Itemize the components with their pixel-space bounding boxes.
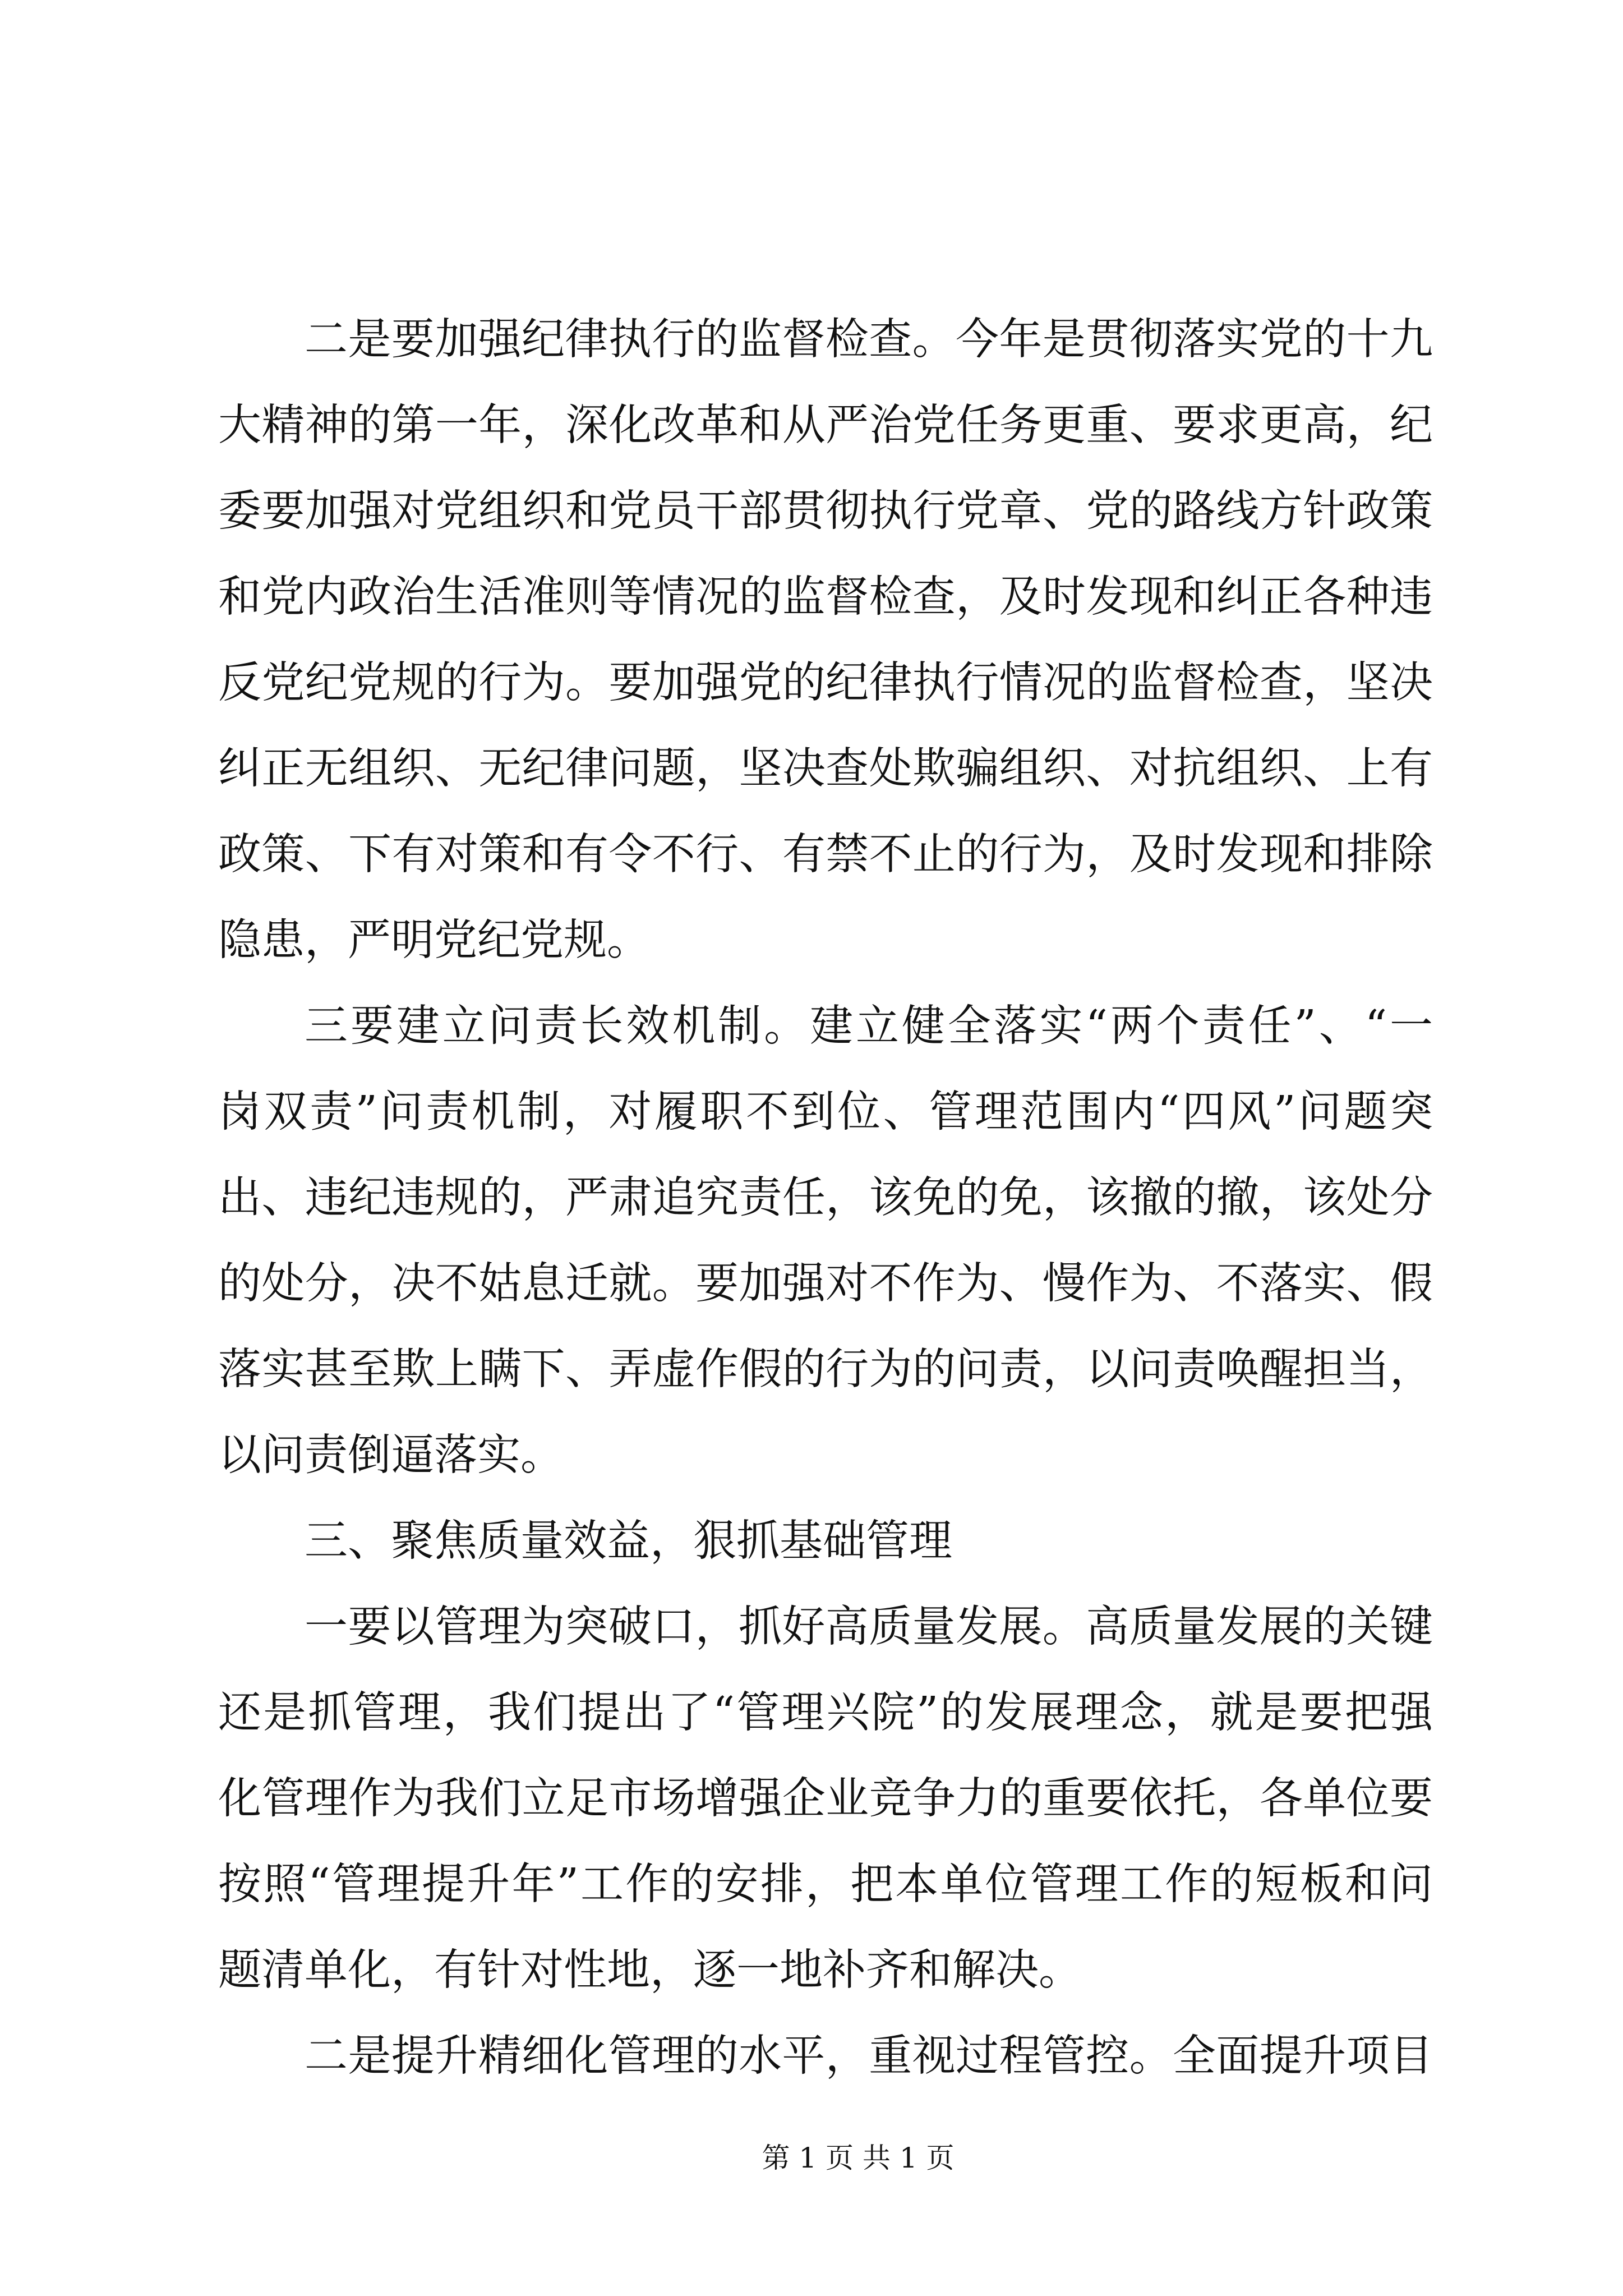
text-line: 还是抓管理，我们提出了“管理兴院”的发展理念，就是要把强 — [218, 1688, 1433, 1738]
text-line: 化管理作为我们立足市场增强企业竞争力的重要依托，各单位要 — [218, 1774, 1433, 1824]
text-line: 隐患，严明党纪党规。 — [218, 915, 650, 965]
text-line: 大精神的第一年，深化改革和从严治党任务更重、要求更高，纪 — [218, 401, 1433, 450]
text-line: 纠正无组织、无纪律问题，坚决查处欺骗组织、对抗组织、上有 — [218, 744, 1433, 794]
text-line: 反党纪党规的行为。要加强党的纪律执行情况的监督检查，坚决 — [218, 658, 1433, 708]
text-line: 的处分，决不姑息迁就。要加强对不作为、慢作为、不落实、假 — [218, 1259, 1433, 1309]
text-line: 委要加强对党组织和党员干部贯彻执行党章、党的路线方针政策 — [218, 486, 1433, 536]
text-line: 按照“管理提升年”工作的安排，把本单位管理工作的短板和问 — [218, 1860, 1433, 1910]
text-line: 题清单化，有针对性地，逐一地补齐和解决。 — [218, 1945, 1082, 1995]
section-heading — [218, 1498, 1433, 1584]
paragraph-refined-management — [218, 2013, 1433, 2099]
text-line: 政策、下有对策和有令不行、有禁不止的行为，及时发现和排除 — [218, 830, 1433, 880]
paragraph-discipline-supervision — [218, 297, 1433, 983]
text-line: 二是要加强纪律执行的监督检查。今年是贯彻落实党的十九 — [305, 315, 1433, 365]
text-line: 岗双责”问责机制，对履职不到位、管理范围内“四风”问题突 — [218, 1087, 1433, 1137]
text-line: 出、违纪违规的，严肃追究责任，该免的免，该撤的撤，该处分 — [218, 1173, 1433, 1223]
text-line: 三要建立问责长效机制。建立健全落实“两个责任”、“一 — [305, 1001, 1433, 1051]
text-line: 和党内政治生活准则等情况的监督检查，及时发现和纠正各种违 — [218, 572, 1433, 622]
page-footer: 第 1 页 共 1 页 — [762, 2142, 955, 2174]
text-line: 落实甚至欺上瞒下、弄虚作假的行为的问责，以问责唤醒担当， — [218, 1345, 1433, 1395]
text-line: 以问责倒逼落实。 — [218, 1430, 564, 1480]
text-line: 二是提升精细化管理的水平，重视过程管控。全面提升项目 — [305, 2031, 1433, 2081]
text-line: 一要以管理为突破口，抓好高质量发展。高质量发展的关键 — [305, 1602, 1433, 1652]
body-text — [218, 297, 1433, 2099]
paragraph-accountability — [218, 983, 1433, 1498]
section-heading-text: 三、聚焦质量效益，狠抓基础管理 — [305, 1516, 952, 1566]
paragraph-management — [218, 1584, 1433, 2013]
